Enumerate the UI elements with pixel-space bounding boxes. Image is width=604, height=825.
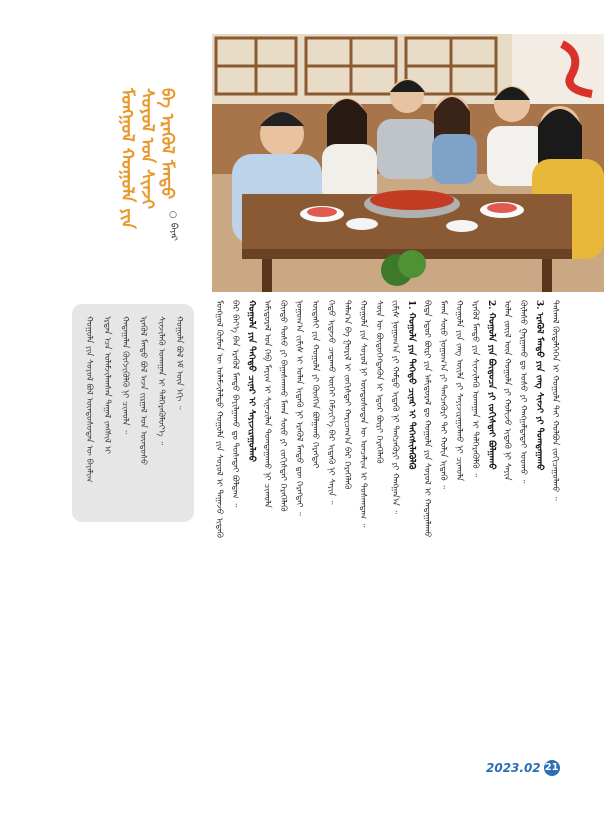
sidebar-column: ᠬᠣᠭᠣᠯᠠ ᠪᠣᠯ ᠡᠮ ᠦᠨ ᠡᠬᠢ ᠃ [174,316,184,410]
body-column: ᠬᠣᠭᠣᠯᠠ ᠶᠢᠨ ᠰᠣᠶᠣᠯ ᠨᠢ ᠦᠨᠳᠦᠰᠦᠲᠡᠨ ᠦ ᠣᠨᠴᠠᠯᠢᠭ ᠢ ᠲᠤᠰᠬᠠᠳᠠᠭ ᠃ [358,300,368,528]
body-column: ᠠᠮᠢᠳᠤᠷᠠᠯ ᠤᠨ ᠬᠡᠪ ᠮᠠᠶᠢᠭ ᠢ ᠰᠢᠨᠡᠴᠢᠯᠡᠨ ᠲᠣᠭᠲᠠᠭᠠᠬᠤ ᠨᠢ ᠴᠢᠬᠤᠯᠠ [262,300,272,508]
sidebar-box [72,304,194,522]
body-column: ᠪᠢᠳᠡ ᠡᠳᠦᠷ ᠪᠦᠷᠢ ᠶᠢᠨ ᠠᠮᠢᠳᠤᠷᠠᠯ ᠳᠤ ᠬᠣᠭᠣᠯᠠ ᠶᠢᠨ ᠰᠣᠶᠣᠯ ᠢ ᠬᠠᠳᠠᠭᠠᠯᠠᠬᠤ [422,300,432,538]
body-column: ᠬᠥᠯᠡᠰᠦ ᠭᠠᠷᠭᠠᠬᠤ ᠳᠤ ᠤᠰᠤ ᠶᠢ ᠬᠠᠩᠭᠠᠯᠲᠠᠲᠠᠢ ᠤᠤᠬᠤ ᠃ [518,300,528,484]
body-column: ᠰᠦᠨ ᠦ ᠪᠦᠲᠦᠭᠡᠭᠳᠡᠬᠦᠨ ᠢ ᠡᠳᠦᠷ ᠪᠦᠷᠢ ᠬᠡᠷᠡᠭᠡᠯᠡᠬᠦ [374,300,384,464]
body-column: ᠡᠷᠡᠭᠦᠯ ᠮᠡᠨᠳᠦ ᠶᠢᠨ ᠰᠢᠨᠵᠢᠯᠡᠬᠦ ᠤᠬᠠᠭᠠᠨ ᠢ ᠳᠡᠯᠭᠡᠷᠡᠭᠦᠯᠬᠦ ᠃ [470,300,480,477]
body-heading: 3. ᠡᠷᠡᠭᠦᠯ ᠮᠡᠨᠳᠦ ᠶᠢᠨ ᠵᠠᠩ ᠰᠢᠨᠵᠢ ᠶᠢ ᠲᠣᠭᠲᠠᠭᠠᠬᠤ [534,300,544,471]
body-heading: 1. ᠬᠣᠭᠣᠯᠠ ᠶᠢᠨ ᠳᠡᠭᠡᠳᠦ ᠴᠢᠨᠠᠷ ᠢ ᠳᠡᠭᠡᠭᠰᠢᠯᠡᠭᠦᠯᠬᠦ [406,300,416,470]
body-column: ᠨᠣᠭᠣᠭ᠎ᠠ ᠵᠢᠮᠢᠰ ᠢ ᠣᠯᠠᠨ ᠢᠳᠡᠬᠦ ᠨᠢ ᠡᠷᠡᠭᠦᠯ ᠮᠡᠨᠳᠦ ᠳᠦ ᠬᠡᠷᠡᠭᠲᠡᠢ ᠃ [294,300,304,516]
page-footer [486,760,560,776]
sidebar-column: ᠬᠣᠭᠣᠯᠠ ᠶᠢᠨ ᠰᠣᠶᠣᠯ ᠪᠣᠯ ᠦᠨᠳᠦᠰᠦᠲᠡᠨ ᠦ ᠪᠠᠶᠠᠯᠢᠭ [84,316,94,483]
title-line-1: ᠮᠣᠩᠭᠣᠯ ᠬᠣᠭᠣᠯᠠ ᠶᠢᠨ [117,88,137,229]
body-column: ᠮᠠᠬᠠ ᠰᠦᠦ ᠨᠣᠭᠣᠭ᠎ᠠ ᠶᠢ ᠲᠡᠩᠴᠡᠭᠦᠷᠢ ᠲᠠᠢ ᠬᠣᠯᠢᠨ ᠢᠳᠡᠬᠦ ᠃ [438,300,448,489]
body-column: ᠣᠯᠠᠨ ᠵᠦᠢᠯ ᠦᠨ ᠬᠣᠭᠣᠯᠠ ᠶᠢ ᠬᠣᠯᠢᠵᠤ ᠢᠳᠡᠬᠦ ᠨᠢ ᠰᠠᠶᠢᠨ [502,300,512,481]
body-column: ᠲᠠᠯᠬ᠎ᠠ ᠪᠠ ᠭᠤᠷᠢᠯ ᠢ ᠵᠣᠬᠢᠰᠲᠠᠢ ᠬᠠᠷᠢᠴᠠᠭ᠎ᠠ ᠪᠠᠷ ᠬᠡᠷᠡᠭᠡᠯᠡᠬᠦ [342,300,352,490]
issue-date: 2023.02 [486,761,541,775]
article-photo [212,34,604,292]
dining-scene-image [212,34,604,292]
sidebar-column: ᠬᠠᠳᠠᠭᠠᠯᠠᠨ ᠬᠥᠭᠵᠢᠭᠦᠯᠬᠦ ᠨᠢ ᠴᠢᠬᠤᠯᠠ ᠃ [120,316,130,434]
body-column: ᠦᠳᠡᠰᠢ ᠶᠢᠨ ᠬᠣᠭᠣᠯᠠ ᠶᠢ ᠬᠥᠩᠭᠡᠨ ᠪᠣᠯᠭᠠᠬᠤ ᠬᠡᠷᠡᠭᠲᠡᠢ [310,300,320,469]
body-column: ᠬᠣᠭᠣᠯᠠ ᠶᠢᠨ ᠵᠠᠩ ᠦᠢᠯᠡ ᠶᠢ ᠰᠠᠶᠢᠵᠢᠷᠠᠭᠤᠯᠬᠤ ᠨᠢ ᠴᠢᠬᠤᠯᠠ [454,300,464,482]
title-line-2: ᠰᠣᠶᠣᠯ ᠤᠨ ᠰᠢᠨᠵᠢ [137,88,157,209]
body-column: ᠮᠣᠩᠭᠣᠯ ᠬᠦᠮᠦᠨ ᠦ ᠤᠯᠠᠮᠵᠢᠯᠠᠯᠲᠤ ᠬᠣᠭᠣᠯᠠ ᠶᠢᠨ ᠰᠣᠶᠣᠯ ᠢ ᠳᠠᠭᠠᠵᠤ ᠢᠳᠡᠬᠦ [214,300,224,538]
author-byline: ○ ᠪᠠᠶᠠᠷ [168,210,178,241]
body-column: ᠬᠡᠲᠦ ᠢᠳᠡᠵᠦ ᠴᠠᠳᠠᠬᠤ ᠦᠭᠡᠢ ᠬᠡᠮᠵᠢᠶ᠎ᠡ ᠪᠠᠷ ᠢᠳᠡᠬᠦ ᠨᠢ ᠰᠠᠶᠢᠨ ᠃ [326,300,336,505]
article-title [118,88,178,288]
title-line-3: ᠪᠠ ᠡᠷᠡᠭᠦᠯ ᠮᠡᠨᠳᠦ [157,88,177,200]
body-column: ᠬᠦᠨᠳᠦ ᠲᠤᠰᠤ ᠶᠢ ᠪᠠᠭᠠᠰᠭᠠᠬᠤ ᠮᠠᠬᠠ ᠰᠦᠦ ᠶᠢ ᠵᠣᠬᠢᠰᠲᠠᠢ ᠬᠡᠷᠡᠭᠡᠯᠡᠬᠦ [278,300,288,512]
body-heading: 2. ᠬᠣᠭᠣᠯᠠ ᠶᠢᠨ ᠪᠦᠲᠦᠴᠡ ᠶᠢ ᠵᠣᠬᠢᠰᠲᠠᠢ ᠪᠣᠯᠭᠠᠬᠤ [486,300,496,470]
body-heading: ᠬᠣᠭᠣᠯᠠ ᠶᠢᠨ ᠳᠡᠭᠡᠳᠦ ᠴᠢᠨᠠᠷ ᠢ ᠰᠠᠶᠢᠵᠢᠷᠠᠭᠤᠯᠬᠤ [246,300,256,462]
body-column: ᠪᠡᠷ ᠪᠡᠶ᠎ᠡ ᠪᠡᠨ ᠡᠷᠡᠭᠦᠯ ᠮᠡᠨᠳᠦ ᠪᠠᠶᠢᠯᠭᠠᠬᠤ ᠳᠤ ᠲᠤᠰᠠᠲᠠᠢ ᠪᠣᠯᠳᠠᠭ ᠃ [230,300,240,507]
sidebar-column: ᠰᠢᠨᠵᠢᠯᠡᠬᠦ ᠤᠬᠠᠭᠠᠨ ᠢ ᠳᠡᠯᠭᠡᠷᠡᠭᠦᠯᠦᠶ᠎ᠡ ᠃ [156,316,166,445]
sidebar-column: ᠡᠷᠡᠭᠦᠯ ᠮᠡᠨᠳᠦ ᠪᠣᠯ ᠠᠵᠠ ᠵᠢᠷᠭᠠᠯ ᠤᠨ ᠦᠨᠳᠦᠰᠦ [138,316,148,466]
body-column: ᠵᠢᠮᠢᠰ ᠨᠣᠭᠣᠭ᠎ᠠ ᠶᠢ ᠬᠠᠮᠲᠤ ᠢᠳᠡᠬᠦ ᠨᠢ ᠲᠡᠩᠴᠡᠭᠦᠷᠢ ᠶᠢ ᠬᠠᠩᠭᠠᠨ᠎ᠠ ᠃ [390,300,400,515]
page-number-badge: 21 [544,760,560,776]
sidebar-column: ᠡᠷᠲᠡᠨ ᠡᠴᠡ ᠤᠯᠠᠮᠵᠢᠯᠠᠭᠰᠠᠨ ᠳᠠᠭᠠᠯ ᠵᠠᠩᠰᠢᠯ ᠢ [102,316,112,455]
body-column: ᠳᠠᠰᠬᠠᠯ ᠬᠥᠳᠡᠯᠭᠡᠭᠡᠨ ᠢ ᠬᠣᠭᠣᠯᠠ ᠲᠠᠢ ᠬᠣᠯᠪᠣᠨ ᠵᠣᠬᠢᠴᠠᠭᠤᠯᠬᠤ ᠃ [550,300,560,501]
